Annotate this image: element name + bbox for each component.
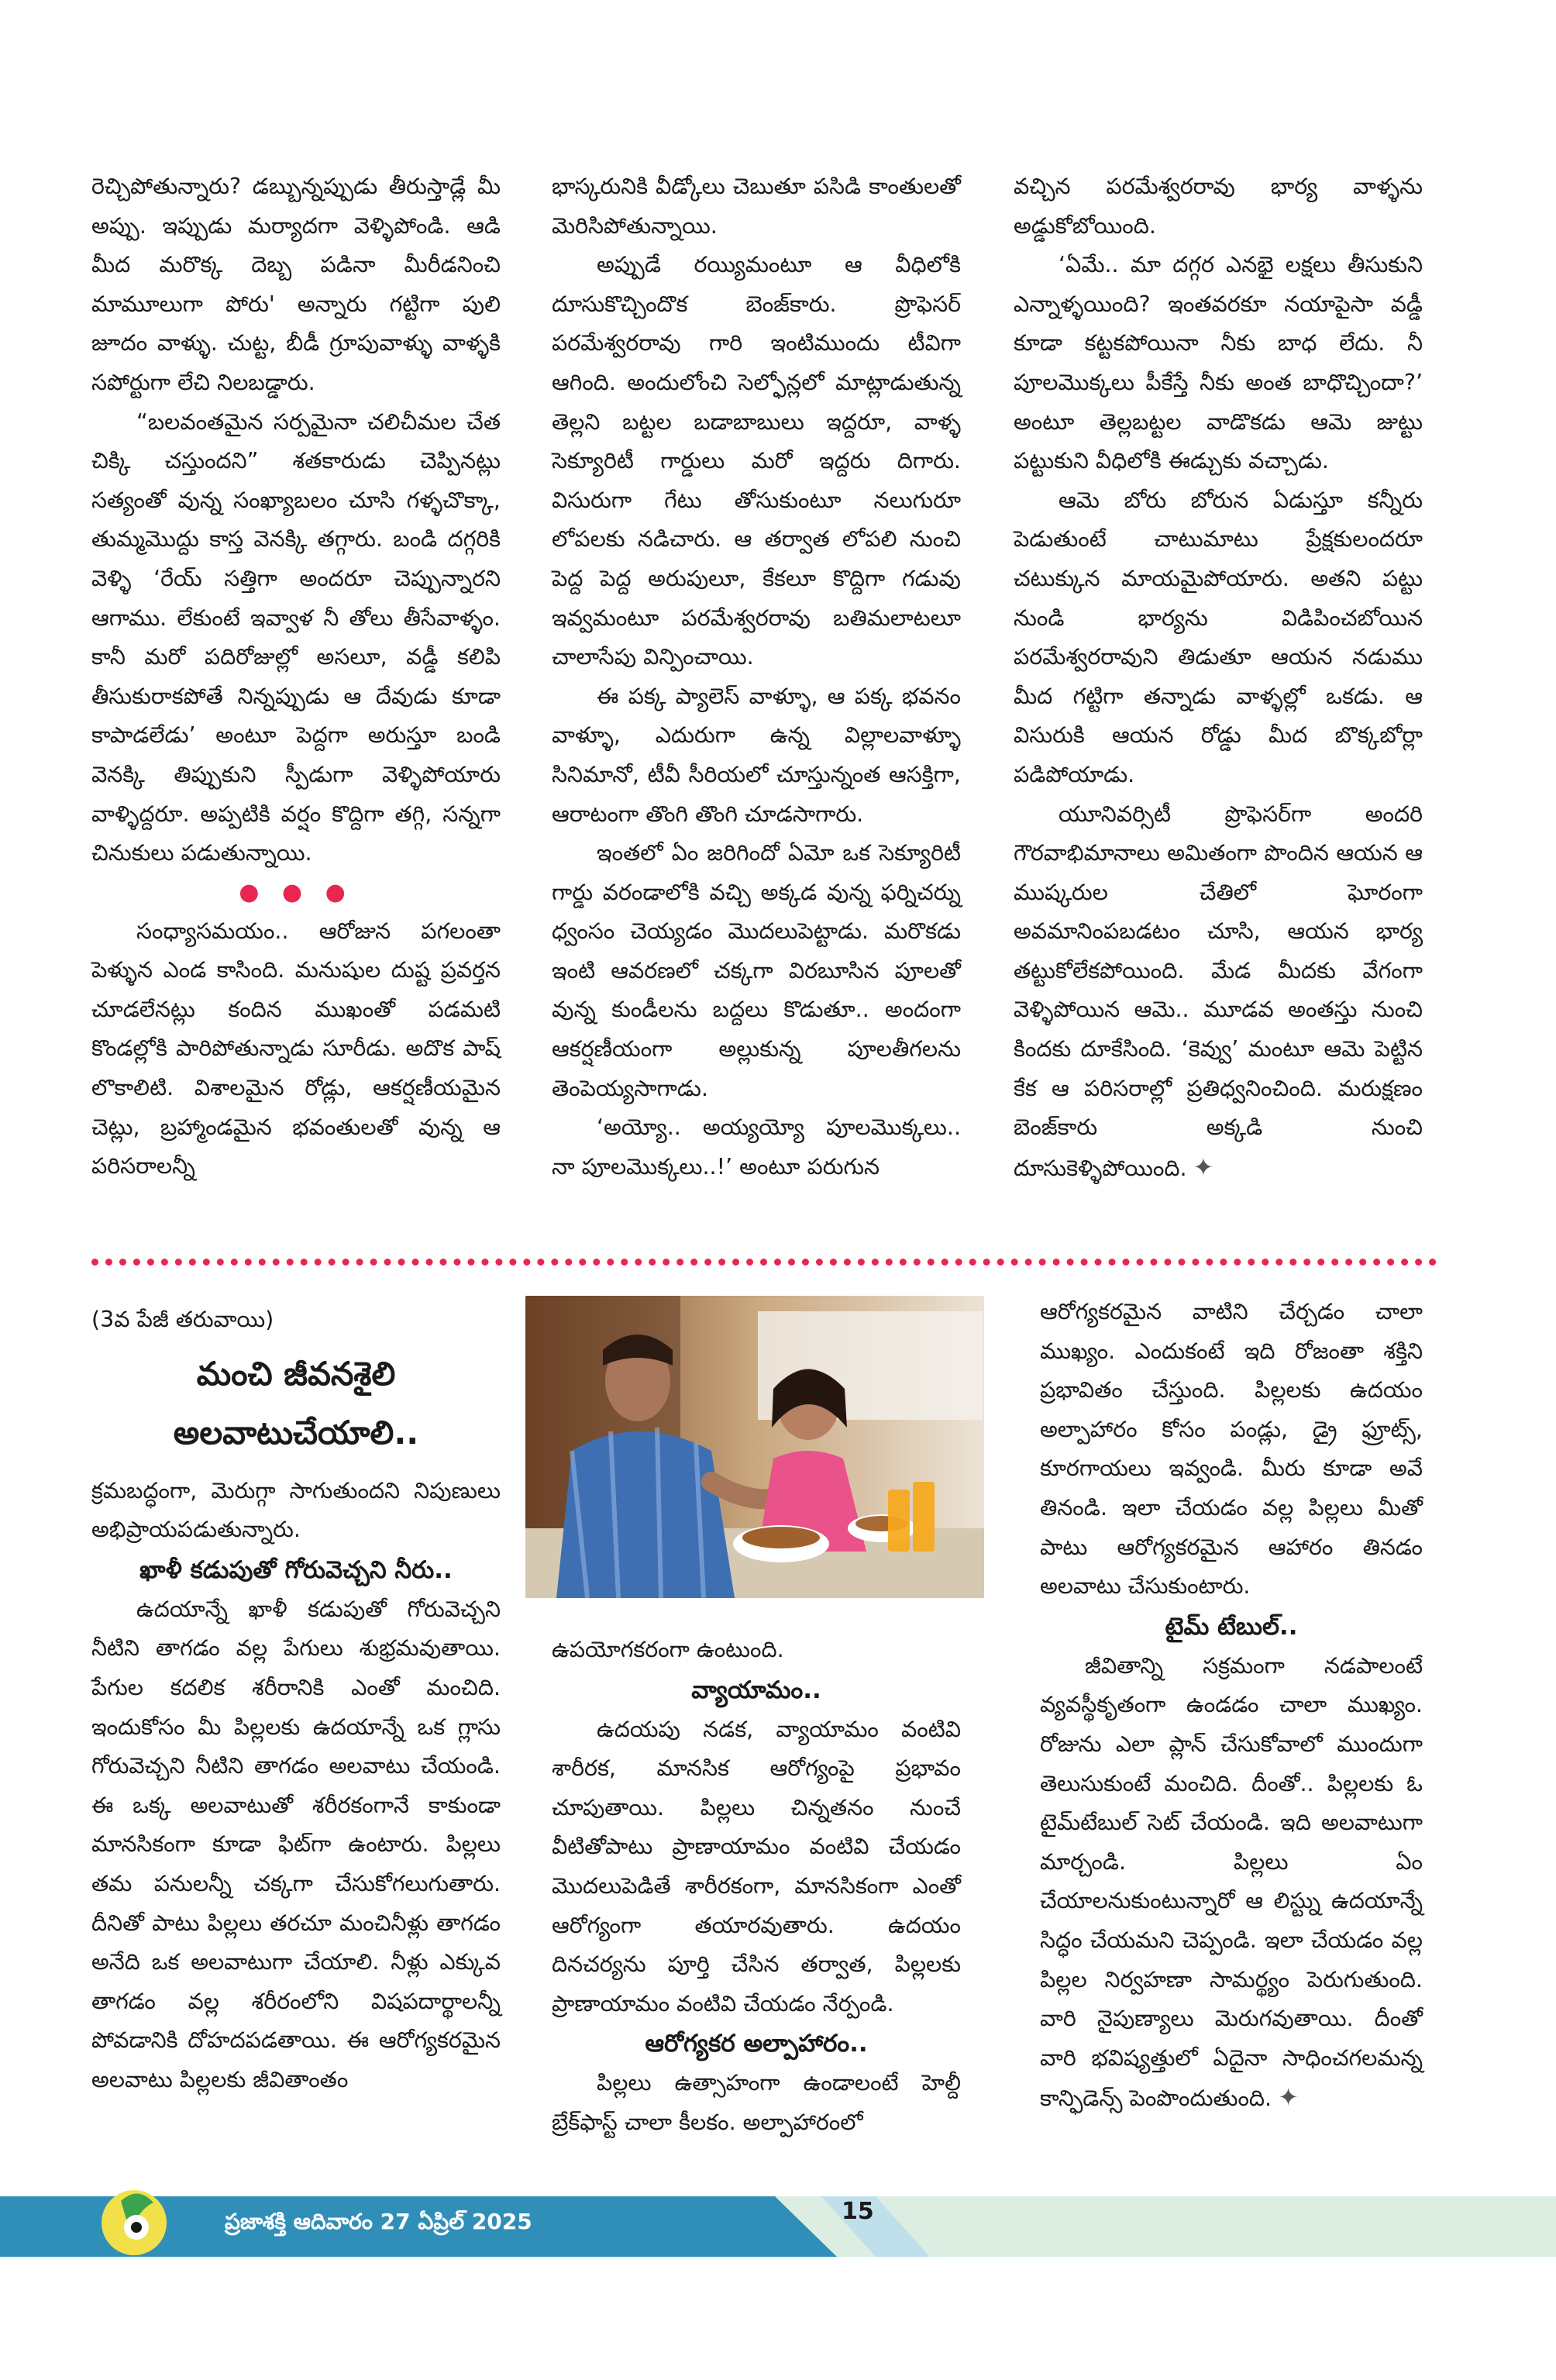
headline-line-2: అలవాటుచేయాలి..: [173, 1413, 419, 1452]
page-number: 15: [842, 2198, 874, 2225]
paragraph: ఆరోగ్యకరమైన వాటిని చేర్చడం చాలా ముఖ్యం. ఎందుకంటే ఇది రోజంతా శక్తిని ప్రభావితం చేస్తుంది. పిల్లలకు ఉదయం అల్పాహారం కోసం పండ్లు, డ్రై ఫ్రూట్స్, కూరగాయలు ఇవ్వండి. మీరు కూడా అవే తినండి. ఇలా చేయడం వల్ల పిల్లలు మీతో పాటు ఆరోగ్యకరమైన ఆహారం తినడం అలవాటు చేసుకుంటారు.: [1040, 1299, 1423, 1600]
paragraph: పిల్లలు ఉత్సాహంగా ఉండాలంటే హెల్దీ బ్రేక్‌ఫాస్ట్ చాలా కీలకం. అల్పాహారంలో: [552, 2070, 961, 2135]
paragraph: యూనివర్సిటీ ప్రొఫెసర్‌గా అందరి గౌరవాభిమానాలు అమితంగా పొందిన ఆయన ఆ ముష్కరుల చేతిలో ఘోరంగా అవమానింపబడటం చూసి, ఆయన భార్య తట్టుకోలేకపోయింది. మేడ మీదకు వేగంగా వెళ్ళిపోయిన ఆమె.. మూడవ అంతస్తు నుంచి కిందకు దూకేసింది. ‘కెవ్వు’ మంటూ ఆమె పెట్టిన కేక ఆ పరిసరాల్లో ప్రతిధ్వనించింది. మరుక్షణం బెంజ్‌కారు అక్కడి నుంచి దూసుకెళ్ళిపోయింది. ✦: [1014, 801, 1423, 1182]
footer-publication-line: ప్రజాశక్తి ఆదివారం 27 ఏప్రిల్ 2025: [225, 2209, 532, 2234]
end-of-story-star-icon: ✦: [1278, 2082, 1299, 2113]
paragraph: ఉదయాన్నే ఖాళీ కడుపుతో గోరువెచ్చని నీటిని తాగడం వల్ల పేగులు శుభ్రమవుతాయి. పేగుల కదలిక శరీరానికి ఎంతో మంచిది. ఇందుకోసం మీ పిల్లలకు ఉదయాన్నే ఒక గ్లాసు గోరువెచ్చని నీటిని తాగడం అలవాటు చేయండి. ఈ ఒక్క అలవాటుతో శరీరకంగానే కాకుండా మానసికంగా కూడా ఫిట్‌గా ఉంటారు. పిల్లలు తమ పనులన్నీ చక్కగా చేసుకోగలుగుతారు. దీనితో పాటు పిల్లలు తరచూ మంచినీళ్లు తాగడం అనేది ఒక అలవాటుగా చేయాలి. నీళ్లు ఎక్కువ తాగడం వల్ల శరీరంలోని విషపదార్థాలన్నీ పోవడానికి దోహదపడతాయి. ఈ ఆరోగ్యకరమైన అలవాటు పిల్లలకు జీవితాంతం: [91, 1596, 501, 2092]
article-headline: [91, 1345, 501, 1462]
publication-logo-icon: [91, 2178, 177, 2263]
breakfast-photo-image: [525, 1296, 984, 1598]
paragraph: క్రమబద్ధంగా, మెరుగ్గా సాగుతుందని నిపుణులు అభిప్రాయపడుతున్నారు.: [91, 1477, 501, 1543]
subheading: టైమ్ టేబుల్..: [1165, 1612, 1298, 1641]
paragraph: జీవితాన్ని సక్రమంగా నడపాలంటే వ్యవస్థీకృతంగా ఉండడం చాలా ముఖ్యం. రోజును ఎలా ప్లాన్ చేసుకోవాలో ముందుగా తెలుసుకుంటే మంచిది. దీంతో.. పిల్లలకు ఓ టైమ్‌టేబుల్ సెట్ చేయండి. ఇది అలవాటుగా మార్చండి. పిల్లలు ఏం చేయాలనుకుంటున్నారో ఆ లిస్ట్ను ఉదయాన్నే సిద్ధం చేయమని చెప్పండి. ఇలా చేయడం వల్ల పిల్లల నిర్వహణా సామర్థ్యం పెరుగుతుంది. వారి నైపుణ్యాలు మెరుగవుతాయి. దీంతో వారి భవిష్యత్తులో ఏదైనా సాధించగలమన్న కాన్ఫిడెన్స్ పెంపొందుతుంది. ✦: [1040, 1652, 1423, 2113]
paragraph: “బలవంతమైన సర్పమైనా చలిచీమల చేత చిక్కి చస్తుందని” శతకారుడు చెప్పినట్లు సత్యంతో వున్న సంఖ్యాబలం చూసి గళ్ళచొక్కా, తుమ్మమొద్దు కాస్త వెనక్కి తగ్గారు. బండి దగ్గరికి వెళ్ళి ‘రేయ్ సత్తిగా అందరూ చెప్పున్నారని ఆగాము. లేకుంటే ఇవ్వాళ నీ తోలు తీసేవాళ్ళం. కానీ మరో పదిరోజుల్లో అసలూ, వడ్డీ కలిపి తీసుకురాకపోతే నిన్నప్పుడు ఆ దేవుడు కూడా కాపాడలేడు’ అంటూ పెద్దగా అరుస్తూ బండి వెనక్కి తిప్పుకుని స్పీడుగా వెళ్ళిపోయారు వాళ్ళిద్దరూ. అప్పటికి వర్షం కొద్దిగా తగ్గి, సన్నగా చినుకులు పడుతున్నాయి.: [91, 408, 501, 866]
lifestyle-column-1: [91, 1300, 501, 2100]
paragraph: ఈ పక్క ప్యాలెస్ వాళ్ళూ, ఆ పక్క భవనం వాళ్ళూ, ఎదురుగా ఉన్న విల్లాలవాళ్ళూ సినిమానో, టీవీ సీరియలో చూస్తున్నంత ఆసక్తిగా, ఆరాటంగా తొంగి తొంగి చూడసాగారు.: [552, 683, 961, 827]
paragraph: వచ్చిన పరమేశ్వరరావు భార్య వాళ్ళను అడ్డుకోబోయింది.: [1014, 174, 1423, 239]
top-story-column-2: [552, 167, 961, 1187]
lifestyle-column-2: [552, 1631, 961, 2143]
top-story-column-3: [1014, 167, 1423, 1188]
paragraph: రెచ్చిపోతున్నారు? డబ్బున్నప్పుడు తీరుస్తాడ్లే మీ అప్పు. ఇప్పుడు మర్యాదగా వెళ్ళిపోండి. ఆడి మీద మరొక్క దెబ్బ పడినా మీరీడనించి మామూలుగా పోరు' అన్నారు గట్టిగా పులి జూదం వాళ్ళు. చుట్ట, బీడీ గ్రూపువాళ్ళు వాళ్ళకి సపోర్టుగా లేచి నిలబడ్డారు.: [91, 174, 501, 395]
father-daughter-breakfast-photo: [525, 1296, 984, 1598]
scene-break-dots: ● ● ●: [239, 878, 353, 906]
paragraph: ఆమె బోరు బోరున ఏడుస్తూ కన్నీరు పెడుతుంటే చాటుమాటు ప్రేక్షకులందరూ చటుక్కున మాయమైపోయారు. అతని పట్టు నుండి భార్యను విడిపించబోయిన పరమేశ్వరరావుని తిడుతూ ఆయన నడుము మీద గట్టిగా తన్నాడు వాళ్ళల్లో ఒకడు. ఆ విసురుకి ఆయన రోడ్డు మీద బొక్కబోర్లా పడిపోయాడు.: [1014, 487, 1423, 787]
section-divider: [91, 1259, 1437, 1266]
paragraph: ఇంతలో ఏం జరిగిందో ఏమో ఒక సెక్యూరిటీ గార్డు వరండాలోకి వచ్చి అక్కడ వున్న ఫర్నిచర్ను ధ్వంసం చెయ్యడం మొదలుపెట్టాడు. మరొకడు ఇంటి ఆవరణలో చక్కగా విరబూసిన పూలతో వున్న కుండీలను బద్దలు కొడుతూ.. అందంగా ఆకర్షణీయంగా అల్లుకున్న పూలతీగలను తెంపెయ్యసాగాడు.: [552, 840, 961, 1101]
subheading: వ్యాయామం..: [691, 1676, 821, 1704]
paragraph: అప్పుడే రయ్యిమంటూ ఆ వీధిలోకి దూసుకొచ్చిందొక బెంజ్‌కారు. ప్రొఫెసర్ పరమేశ్వరరావు గారి ఇంటిముందు టీవిగా ఆగింది. అందులోంచి సెల్ఫోన్లలో మాట్లాడుతున్న తెల్లని బట్టల బడాబాబులు ఇద్దరూ, వాళ్ళ సెక్యూరిటీ గార్డులు మరో ఇద్దరు దిగారు. విసురుగా గేటు తోసుకుంటూ నలుగురూ లోపలకు నడిచారు. ఆ తర్వాత లోపలి నుంచి పెద్ద పెద్ద అరుపులూ, కేకలూ కొద్దిగా గడువు ఇవ్వమంటూ పరమేశ్వరరావు బతిమలాటలూ చాలాసేపు విన్పించాయి.: [552, 252, 961, 670]
paragraph: ఉదయపు నడక, వ్యాయామం వంటివి శారీరక, మానసిక ఆరోగ్యంపై ప్రభావం చూపుతాయి. పిల్లలు చిన్నతనం నుంచే వీటితోపాటు ప్రాణాయామం వంటివి చేయడం మొదలుపెడితే శారీరకంగా, మానసికంగా ఎంతో ఆరోగ్యంగా తయారవుతారు. ఉదయం దినచర్యను పూర్తి చేసిన తర్వాత, పిల్లలకు ప్రాణాయామం వంటివి చేయడం నేర్పండి.: [552, 1716, 961, 2017]
top-story-column-1: [91, 167, 501, 1187]
headline-line-1: మంచి జీవనశైలి: [196, 1354, 396, 1393]
paragraph: ‘అయ్యో.. అయ్యయ్యో పూలమొక్కలు.. నా పూలమొక్కలు..!’ అంటూ పరుగున: [552, 1114, 961, 1180]
lifestyle-column-1-body: [91, 1472, 501, 2100]
paragraph: భాస్కరునికి వీడ్కోలు చెబుతూ పసిడి కాంతులతో మెరిసిపోతున్నాయి.: [552, 174, 961, 239]
lifestyle-column-3: [1040, 1293, 1423, 2119]
paragraph: ఉపయోగకరంగా ఉంటుంది.: [552, 1637, 784, 1662]
subheading: ఆరోగ్యకర అల్పాహారం..: [645, 2030, 868, 2058]
continued-kicker: (3వ పేజీ తరువాయి): [91, 1307, 274, 1332]
subheading: ఖాళీ కడుపుతో గోరువెచ్చని నీరు..: [139, 1555, 453, 1584]
paragraph: ‘ఏమే.. మా దగ్గర ఎనభై లక్షలు తీసుకుని ఎన్నాళ్ళయింది? ఇంతవరకూ నయాపైసా వడ్డీ కూడా కట్టకపోయినా నీకు బాధ లేదు. నీ పూలమొక్కలు పీకేస్తే నీకు అంత బాధొచ్చిందా?’ అంటూ తెల్లబట్టల వాడొకడు ఆమె జుట్టు పట్టుకుని వీధిలోకి ఈడ్చుకు వచ్చాడు.: [1014, 252, 1423, 474]
end-of-story-star-icon: ✦: [1193, 1152, 1214, 1182]
paragraph: సంధ్యాసమయం.. ఆరోజున పగలంతా పెళ్ళున ఎండ కాసింది. మనుషుల దుష్ట ప్రవర్తన చూడలేనట్లు కందిన ముఖంతో పడమటి కొండల్లోకి పారిపోతున్నాడు సూరీడు. అదొక పాష్ లొకాలిటి. విశాలమైన రోడ్లు, ఆకర్షణీయమైన చెట్లు, బ్రహ్మాండమైన భవంతులతో వున్న ఆ పరిసరాలన్నీ: [91, 918, 501, 1180]
